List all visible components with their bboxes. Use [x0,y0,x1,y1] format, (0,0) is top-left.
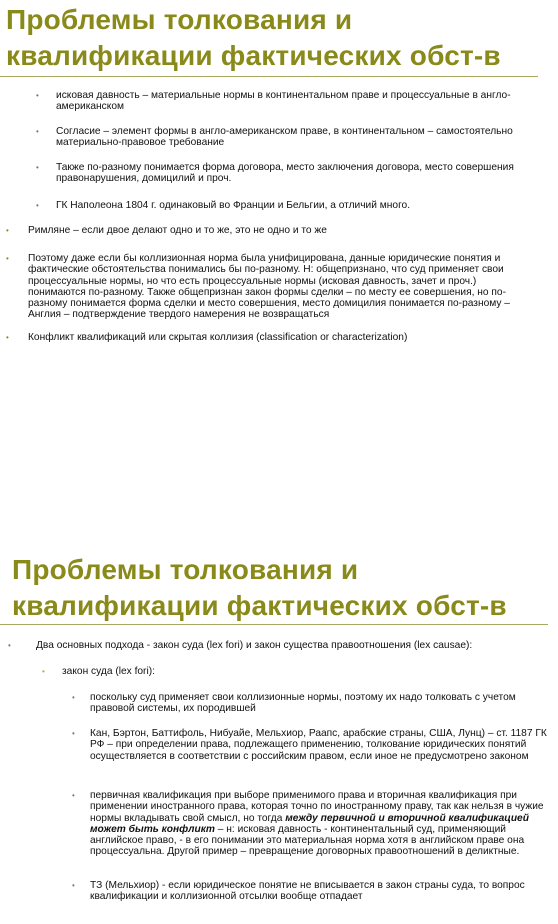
sub-sub-bullet-text: поскольку суд применяет свои коллизионные нормы, поэтому их надо толковать с учетом правовой системы, их породившей [90,692,516,715]
bullet-icon: • [72,881,75,890]
bullet-icon: • [6,254,9,263]
bullet-icon: • [72,791,75,800]
sub-sub-bullet [72,728,550,762]
sub-bullet [36,90,536,113]
bullet-icon: • [72,693,75,702]
text-part: первичная квалификация при выборе применимого права и вторичная квалификация при применении иностранного права, которая точно по иностранному праву, так как нельзя в чужие нормы вкладывать свой смысл, но тогда [90,790,544,824]
sub-bullet [42,666,542,677]
slide-1 [0,0,558,460]
bullet-icon: • [8,641,11,650]
bullet [6,225,536,236]
sub-bullet [36,126,516,149]
bullet-text: Два основных подхода - закон суда (lex fori) и закон существа правоотношения (lex causae): [36,640,473,651]
bullet-icon: • [6,333,9,342]
sub-sub-bullet [72,692,542,715]
sub-sub-bullet [72,880,548,903]
slide-2 [0,548,558,924]
bullet [6,332,536,343]
sub-bullet-text: закон суда (lex fori): [62,666,155,677]
sub-sub-bullet-text: Кан, Бэртон, Баттифоль, Нибуайе, Мельхиор, Раапс, арабские страны, США, Лунц) – ст. 1187 ГК РФ – при определении права, подлежащего применению, толкование юридических понятий осуществляется в соответствии с российским правом, если иное не предусмотрено законом [90,728,547,762]
sub-bullet-text: Также по-разному понимается форма договора, место заключения договора, место совершения правонарушения, домицилий и проч. [56,162,514,185]
sub-bullet-text: ГК Наполеона 1804 г. одинаковый во Франции и Бельгии, а отличий много. [56,200,411,211]
bullet-icon: • [42,667,45,676]
sub-sub-bullet-text [72,790,548,858]
slide-title: Проблемы толкования и квалификации фактических обст-в [12,554,507,621]
sub-sub-bullet [72,790,548,858]
bullet-text: Конфликт квалификаций или скрытая коллизия (classification or characterization) [28,332,408,343]
bullet-icon: • [36,201,39,210]
sub-bullet-text: исковая давность – материальные нормы в континентальном праве и процессуальные в англо-американском [56,90,511,113]
bullet-icon: • [72,729,75,738]
bullet-icon: • [6,226,9,235]
bullet [8,640,548,651]
bullet [6,253,516,321]
emphasized-text: между первичной и вторичной квалификацией может быть конфликт [90,812,529,835]
sub-bullet [36,162,536,185]
slide-title: Проблемы толкования и квалификации фактических обст-в [6,4,501,71]
bullet-text: Римляне – если двое делают одно и то же, это не одно и то же [28,225,327,236]
bullet-text: Поэтому даже если бы коллизионная норма была унифицирована, данные юридические понятия и фактические обстоятельства понимались бы по-разному. Н: общепризнано, что суд применяет свои процессуальные нормы, но что есть процессуальные нормы (исковая давность, зачет и проч.) понимаются по-разному. Также общепризнан закон формы сделки – по месту ее совершения, но по-разному понимается форма сделки и место совершения, место домицилия понимается по-разному – Англия – подтверждение твердого намерения не возвращаться [28,253,510,321]
sub-bullet [36,200,536,211]
sub-bullet-text: Согласие – элемент формы в англо-американском праве, в континентальном – самостоятельно материально-правовое требование [56,126,513,149]
text-part: – н: исковая давность - континентальный суд, применяющий английское право, - в его понимании это материальная норма хотя в английском праве она процессуальна. Другой пример – превращение договорных правоотношений в деликтные. [90,823,525,858]
sub-sub-bullet-text: ТЗ (Мельхиор) - если юридическое понятие не вписывается в закон страны суда, то вопрос квалификации и коллизионной отсылки вообще отпадает [90,880,525,903]
bullet-icon: • [36,127,39,136]
bullet-icon: • [36,163,39,172]
title-divider [0,76,538,77]
bullet-icon: • [36,91,39,100]
title-divider [0,624,548,625]
